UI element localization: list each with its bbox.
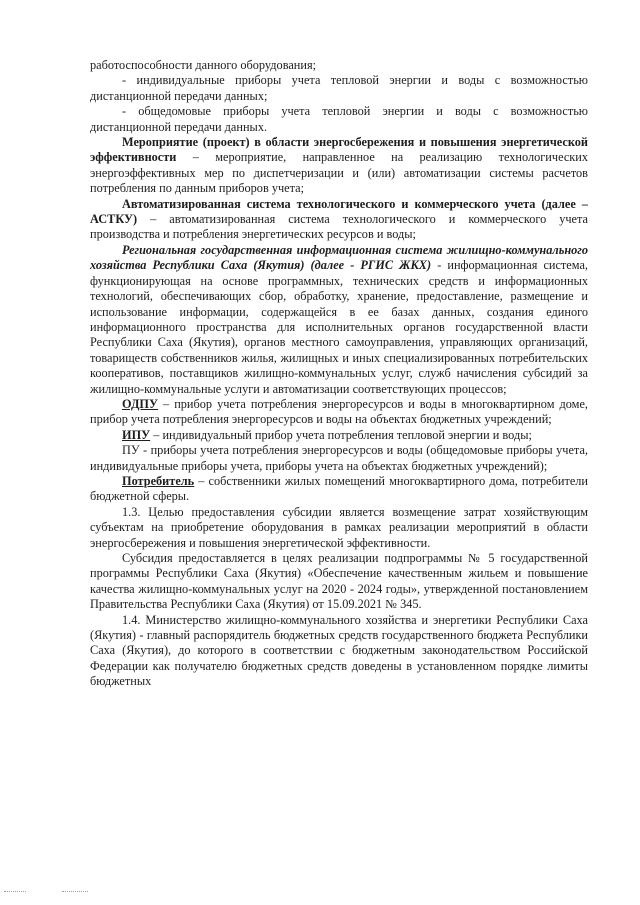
defined-term: Мероприятие (проект) в области энергосбережения и повышения энергетической эффективности <box>90 135 588 165</box>
definition-text: ПУ - приборы учета потребления энергоресурсов и воды (общедомовые приборы учета, индивидуальные приборы учета, приборы учета на объектах бюджетных учреждений); <box>90 443 588 473</box>
paragraph-text: Субсидия предоставляется в целях реализации подпрограммы № 5 государственной программы Республики Саха (Якутия) «Обеспечение качественным жильем и повышение качества жилищно-коммунальных услуг на 2020 - 2024 годы», утвержденной постановлением Правительства Республики Саха (Якутия) от 15.09.2021 № 345. <box>90 551 588 612</box>
definition-text: – автоматизированная система технологического и коммерческого учета производства и потребления энергетических ресурсов и воды; <box>90 212 588 242</box>
definition-paragraph <box>90 243 588 397</box>
paragraph <box>90 58 588 73</box>
scan-artifact-right <box>62 891 88 893</box>
defined-term: Потребитель <box>122 473 195 488</box>
paragraph-text: работоспособности данного оборудования; <box>90 58 317 72</box>
definition-text: – собственники жилых помещений многоквартирного дома, потребители бюджетной сферы. <box>90 473 588 504</box>
definition-paragraph <box>90 197 588 243</box>
definition-text: – мероприятие, направленное на реализацию технологических энергоэффективных мер по диспетчеризации и (или) автоматизации системы расчетов потребления по данным приборов учета; <box>90 150 588 196</box>
section-paragraph <box>90 551 588 613</box>
paragraph-text: - общедомовые приборы учета тепловой энергии и воды с возможностью дистанционной передачи данных. <box>90 104 588 134</box>
paragraph-text: - индивидуальные приборы учета тепловой энергии и воды с возможностью дистанционной передачи данных; <box>90 73 588 103</box>
defined-term: ИПУ <box>122 427 151 442</box>
defined-term: Региональная государственная информационная система жилищно-коммунального хозяйства Республики Саха (Якутия) (далее - РГИС ЖКХ) <box>90 242 588 273</box>
definition-text: - информационная система, функционирующая на основе программных, технических средств и информационных технологий, обеспечивающих сбор, обработку, хранение, предоставление, размещение и использование информации, содержащейся в ее базах данных, создания единого информационного пространства для исполнительных органов государственной власти Республики Саха (Якутия), органов местного самоуправления, управляющих организаций, товариществ собственников жилья, жилищных и иных специализированных потребительских кооперативов, поставщиков жилищно-коммунальных услуг, служб начисления субсидий за жилищно-коммунальные услуги и автоматизации соответствующих процессов; <box>90 258 588 396</box>
paragraph-text: 1.4. Министерство жилищно-коммунального хозяйства и энергетики Республики Саха (Якутия) - главный распорядитель бюджетных средств государственного бюджета Республики Саха (Якутия), до которого в соответствии с бюджетным законодательством Российской Федерации как получателю бюджетных средств доведены в установленном порядке лимиты бюджетных <box>90 612 588 689</box>
defined-term: Автоматизированная система технологического и коммерческого учета (далее – АСТКУ) <box>90 196 588 227</box>
definition-paragraph <box>90 397 588 428</box>
definition-paragraph <box>90 474 588 505</box>
defined-term: ОДПУ <box>122 396 159 411</box>
definition-paragraph <box>90 135 588 197</box>
definition-text: – индивидуальный прибор учета потребления тепловой энергии и воды; <box>150 427 532 442</box>
list-item <box>90 104 588 135</box>
scan-artifact-left <box>4 891 26 893</box>
definition-paragraph <box>90 428 588 443</box>
section-paragraph <box>90 505 588 551</box>
document-body <box>90 58 588 690</box>
paragraph-text: 1.3. Целью предоставления субсидии является возмещение затрат хозяйствующим субъектам на приобретение оборудования в рамках реализации мероприятий в области энергосбережения и повышения энергетической эффективности. <box>90 504 588 550</box>
definition-text: – прибор учета потребления энергоресурсов и воды в многоквартирном доме, прибор учета потребления энергоресурсов и воды на объектах бюджетных учреждений; <box>90 396 588 427</box>
list-item <box>90 73 588 104</box>
section-paragraph <box>90 613 588 690</box>
definition-paragraph <box>90 443 588 474</box>
